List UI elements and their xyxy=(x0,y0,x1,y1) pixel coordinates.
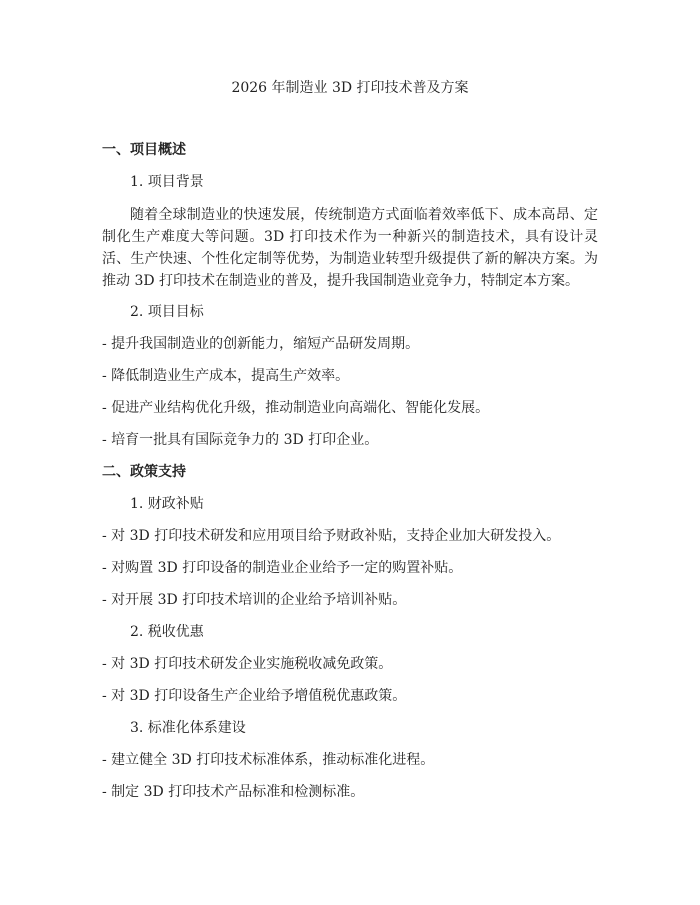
document-body xyxy=(102,140,598,814)
bullet-item: - 制定 3D 打印技术产品标准和检测标准。 xyxy=(102,784,365,800)
bullet-item: - 促进产业结构优化升级，推动制造业向高端化、智能化发展。 xyxy=(102,400,490,416)
bullet-item: - 培育一批具有国际竞争力的 3D 打印企业。 xyxy=(102,432,379,448)
bullet-item: - 提升我国制造业的创新能力，缩短产品研发周期。 xyxy=(102,336,420,352)
bullet-item: - 建立健全 3D 打印技术标准体系，推动标准化进程。 xyxy=(102,752,435,768)
subsection-heading: 2. 税收优惠 xyxy=(130,624,204,640)
section-policy-support xyxy=(102,462,598,814)
subsection-heading: 2. 项目目标 xyxy=(130,304,204,320)
bullet-item: - 对购置 3D 打印设备的制造业企业给予一定的购置补贴。 xyxy=(102,560,463,576)
section-project-overview xyxy=(102,140,598,462)
bullet-item: - 对 3D 打印技术研发企业实施税收减免政策。 xyxy=(102,656,393,672)
section-heading: 一、项目概述 xyxy=(102,142,186,158)
bullet-item: - 对开展 3D 打印技术培训的企业给予培训补贴。 xyxy=(102,592,407,608)
subsection-heading: 1. 项目背景 xyxy=(130,174,204,190)
document-title: 2026 年制造业 3D 打印技术普及方案 xyxy=(231,80,469,96)
subsection-heading: 3. 标准化体系建设 xyxy=(130,720,246,736)
section-heading: 二、政策支持 xyxy=(102,464,186,480)
bullet-item: - 对 3D 打印设备生产企业给予增值税优惠政策。 xyxy=(102,688,407,704)
bullet-item: - 降低制造业生产成本，提高生产效率。 xyxy=(102,368,350,384)
bullet-item: - 对 3D 打印技术研发和应用项目给予财政补贴，支持企业加大研发投入。 xyxy=(102,528,561,544)
subsection-heading: 1. 财政补贴 xyxy=(130,496,204,512)
paragraph: 随着全球制造业的快速发展，传统制造方式面临着效率低下、成本高昂、定制化生产难度大等问题。3D 打印技术作为一种新兴的制造技术，具有设计灵活、生产快速、个性化定制等优势，为制造业转型升级提供了新的解决方案。为推动 3D 打印技术在制造业的普及，提升我国制造业竞争力，特制定本方案。 xyxy=(102,207,598,289)
